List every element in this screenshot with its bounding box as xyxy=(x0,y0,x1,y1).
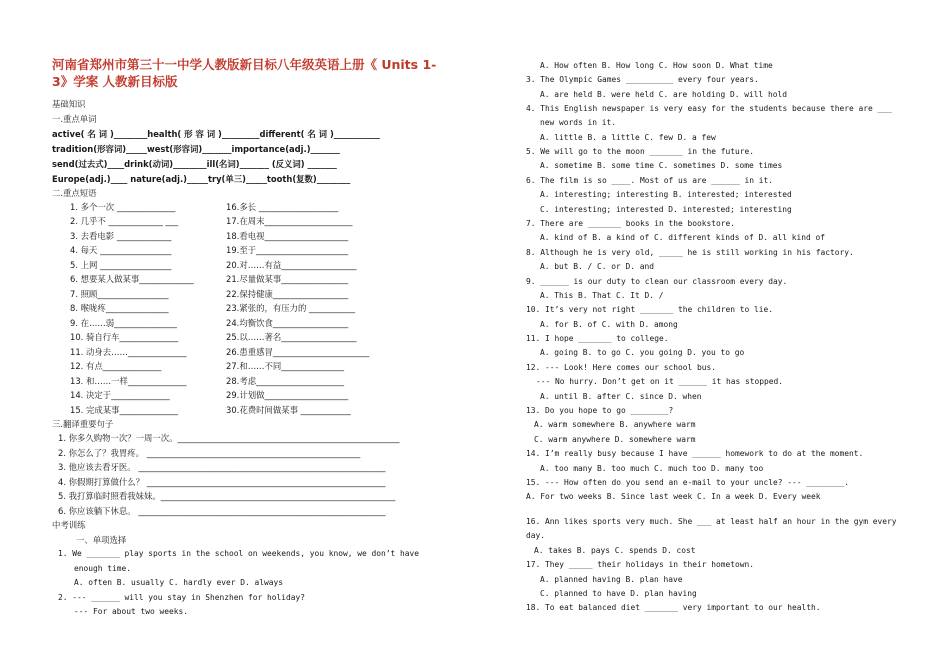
text-line: A. For two weeks B. Since last week C. In a week D. Every week xyxy=(526,492,821,501)
text-line: 21.尽量做某事________________ xyxy=(226,274,349,284)
text-line: 18. To eat balanced diet _______ very important to our health. xyxy=(526,603,821,612)
text-line: 13. 和……一样______________ xyxy=(70,376,187,386)
text-line: A. This B. That C. It D. / xyxy=(540,291,664,300)
text-line: 14. I’m really busy because I have ______ homework to do at the moment. xyxy=(526,449,864,458)
text-line: A. little B. a little C. few D. a few xyxy=(540,133,716,142)
text-line: A. interesting; interesting B. interested; interested xyxy=(540,190,792,199)
text-line: 中考训练 xyxy=(52,520,86,530)
text-line: 1. 你多久购物一次？一周一次。_____________________________________________________ xyxy=(58,433,400,443)
text-line: A. for B. of C. with D. among xyxy=(540,320,678,329)
text-line: 16.多长 ___________________ xyxy=(226,202,339,212)
text-line: 30.花费时间做某事 ____________ xyxy=(226,405,351,415)
text-line: C. planned to have D. plan having xyxy=(540,589,697,598)
text-line: 三.翻译重要句子 xyxy=(52,419,114,429)
text-line: 8. Although he is very old, _____ he is still working in his factory. xyxy=(526,248,854,257)
text-line: 3. 去看电影 _____________ xyxy=(70,231,172,241)
text-line: 15. --- How often do you send an e-mail to your uncle? --- ________. xyxy=(526,478,850,487)
text-line: 基础知识 xyxy=(52,99,86,109)
text-line: 28.考虑_____________________ xyxy=(226,376,345,386)
text-line: 17.在周末_____________________ xyxy=(226,216,353,226)
text-line: C. warm anywhere D. somewhere warm xyxy=(534,435,696,444)
document-title-line-2: 3》学案 人教新目标版 xyxy=(52,74,178,89)
text-line: 6. The film is so ____. Most of us are ______ in it. xyxy=(526,176,774,185)
text-line: 7. 照顾_________________ xyxy=(70,289,169,299)
text-line: A. warm somewhere B. anywhere warm xyxy=(534,420,696,429)
text-line: 5. 上网 _________________ xyxy=(70,260,172,270)
text-line: 一.重点单词 xyxy=(52,114,97,124)
text-line: 1. 多个一次 ______________ xyxy=(70,202,176,212)
text-line: send(过去式)____drink(动词)________ill(名词)_______ (反义词) _______ xyxy=(52,159,337,169)
text-line: A. are held B. were held C. are holding D. will hold xyxy=(540,90,788,99)
text-line: 22.保持健康__________________ xyxy=(226,289,349,299)
text-line: 4. 每天 _________________ xyxy=(70,245,172,255)
text-line: A. How often B. How long C. How soon D. What time xyxy=(540,61,773,70)
text-line: 一、单项选择 xyxy=(76,535,127,545)
text-line: new words in it. xyxy=(540,118,617,127)
text-line: A. too many B. too much C. much too D. many too xyxy=(540,464,764,473)
text-line: 17. They _____ their holidays in their hometown. xyxy=(526,560,755,569)
text-line: active( 名 词 )________health( 形 容 词 )_________different( 名 词 )___________ xyxy=(52,129,380,139)
text-line: 10. 骑自行车______________ xyxy=(70,332,179,342)
document-title-line-1: 河南省郑州市第三十一中学人教版新目标八年级英语上册《 Units 1- xyxy=(52,57,437,72)
text-line: 10. It’s very not right _______ the children to lie. xyxy=(526,305,774,314)
text-line: 12. 有点______________ xyxy=(70,361,162,371)
text-line: --- For about two weeks. xyxy=(74,607,189,616)
text-line: 11. 动身去……______________ xyxy=(70,347,187,357)
text-line: 3. The Olympic Games __________ every four years. xyxy=(526,75,759,84)
text-line: 2. 几乎不 _____________ ___ xyxy=(70,216,179,226)
text-line: 15. 完成某事______________ xyxy=(70,405,179,415)
text-line: enough time. xyxy=(74,564,132,573)
text-line: 18.看电视____________________ xyxy=(226,231,349,241)
text-line: 27.和……不同_______________ xyxy=(226,361,345,371)
text-line: 12. --- Look! Here comes our school bus. xyxy=(526,363,717,372)
text-line: Europe(adj.)____ nature(adj.)_____try(单三)_____tooth(复数)________ xyxy=(52,174,351,184)
text-line: 3. 他应该去看牙医。 ___________________________________________________________ xyxy=(58,462,386,472)
text-line: A. but B. / C. or D. and xyxy=(540,262,655,271)
text-line: 7. There are _______ books in the bookstore. xyxy=(526,219,736,228)
text-line: 25.以……著名__________________ xyxy=(226,332,357,342)
text-line: A. takes B. pays C. spends D. cost xyxy=(534,546,696,555)
text-line: A. often B. usually C. hardly ever D. always xyxy=(74,578,284,587)
text-line: tradition(形容词)_____west(形容词)_______importance(adj.)_______ xyxy=(52,144,340,154)
text-line: 4. 你假期打算做什么？ _________________________________________________________ xyxy=(58,477,386,487)
text-line: 6. 你应该躺下休息。 ___________________________________________________________ xyxy=(58,506,386,516)
text-line: day. xyxy=(526,531,546,540)
text-line: 4. This English newspaper is very easy for the students because there are ___ xyxy=(526,104,892,113)
text-line: C. interesting; interested D. interested; interesting xyxy=(540,205,792,214)
text-line: 26.患重感冒_______________________ xyxy=(226,347,370,357)
text-line: A. going B. to go C. you going D. you to go xyxy=(540,348,745,357)
text-line: 5. 我打算临时照看我妹妹。________________________________________________________ xyxy=(58,491,396,501)
text-line: 29.计划做____________________ xyxy=(226,390,349,400)
text-line: A. planned having B. plan have xyxy=(540,575,683,584)
text-line: 9. ______ is our duty to clean our classroom every day. xyxy=(526,277,788,286)
text-line: 23.紧张的，有压力的 ___________ xyxy=(226,303,356,313)
text-line: 24.均衡饮食__________________ xyxy=(226,318,349,328)
text-line: 二.重点短语 xyxy=(52,188,97,198)
text-line: A. sometime B. some time C. sometimes D. some times xyxy=(540,161,783,170)
text-line: 9. 在……弱_______________ xyxy=(70,318,177,328)
text-line: --- No hurry. Don’t get on it ______ it has stopped. xyxy=(536,377,784,386)
text-line: 20.对……有益__________________ xyxy=(226,260,357,270)
text-line: A. kind of B. a kind of C. different kinds of D. all kind of xyxy=(540,233,826,242)
text-line: A. until B. after C. since D. when xyxy=(540,392,702,401)
text-line: 1. We _______ play sports in the school on weekends, you know, we don’t have xyxy=(58,549,420,558)
text-line: 19.至于______________________ xyxy=(226,245,349,255)
text-line: 2. 你怎么了？我胃疼。 ___________________________________________________ xyxy=(58,448,361,458)
text-line: 5. We will go to the moon _______ in the future. xyxy=(526,147,755,156)
text-line: 6. 想要某人做某事_____________ xyxy=(70,274,194,284)
text-line: 2. --- ______ will you stay in Shenzhen for holiday? xyxy=(58,593,306,602)
text-line: 16. Ann likes sports very much. She ___ at least half an hour in the gym every xyxy=(526,517,897,526)
text-line: 11. I hope _______ to college. xyxy=(526,334,669,343)
text-line: 8. 喉咙疼_______________ xyxy=(70,303,169,313)
text-line: 13. Do you hope to go ________? xyxy=(526,406,674,415)
text-line: 14. 决定于______________ xyxy=(70,390,170,400)
